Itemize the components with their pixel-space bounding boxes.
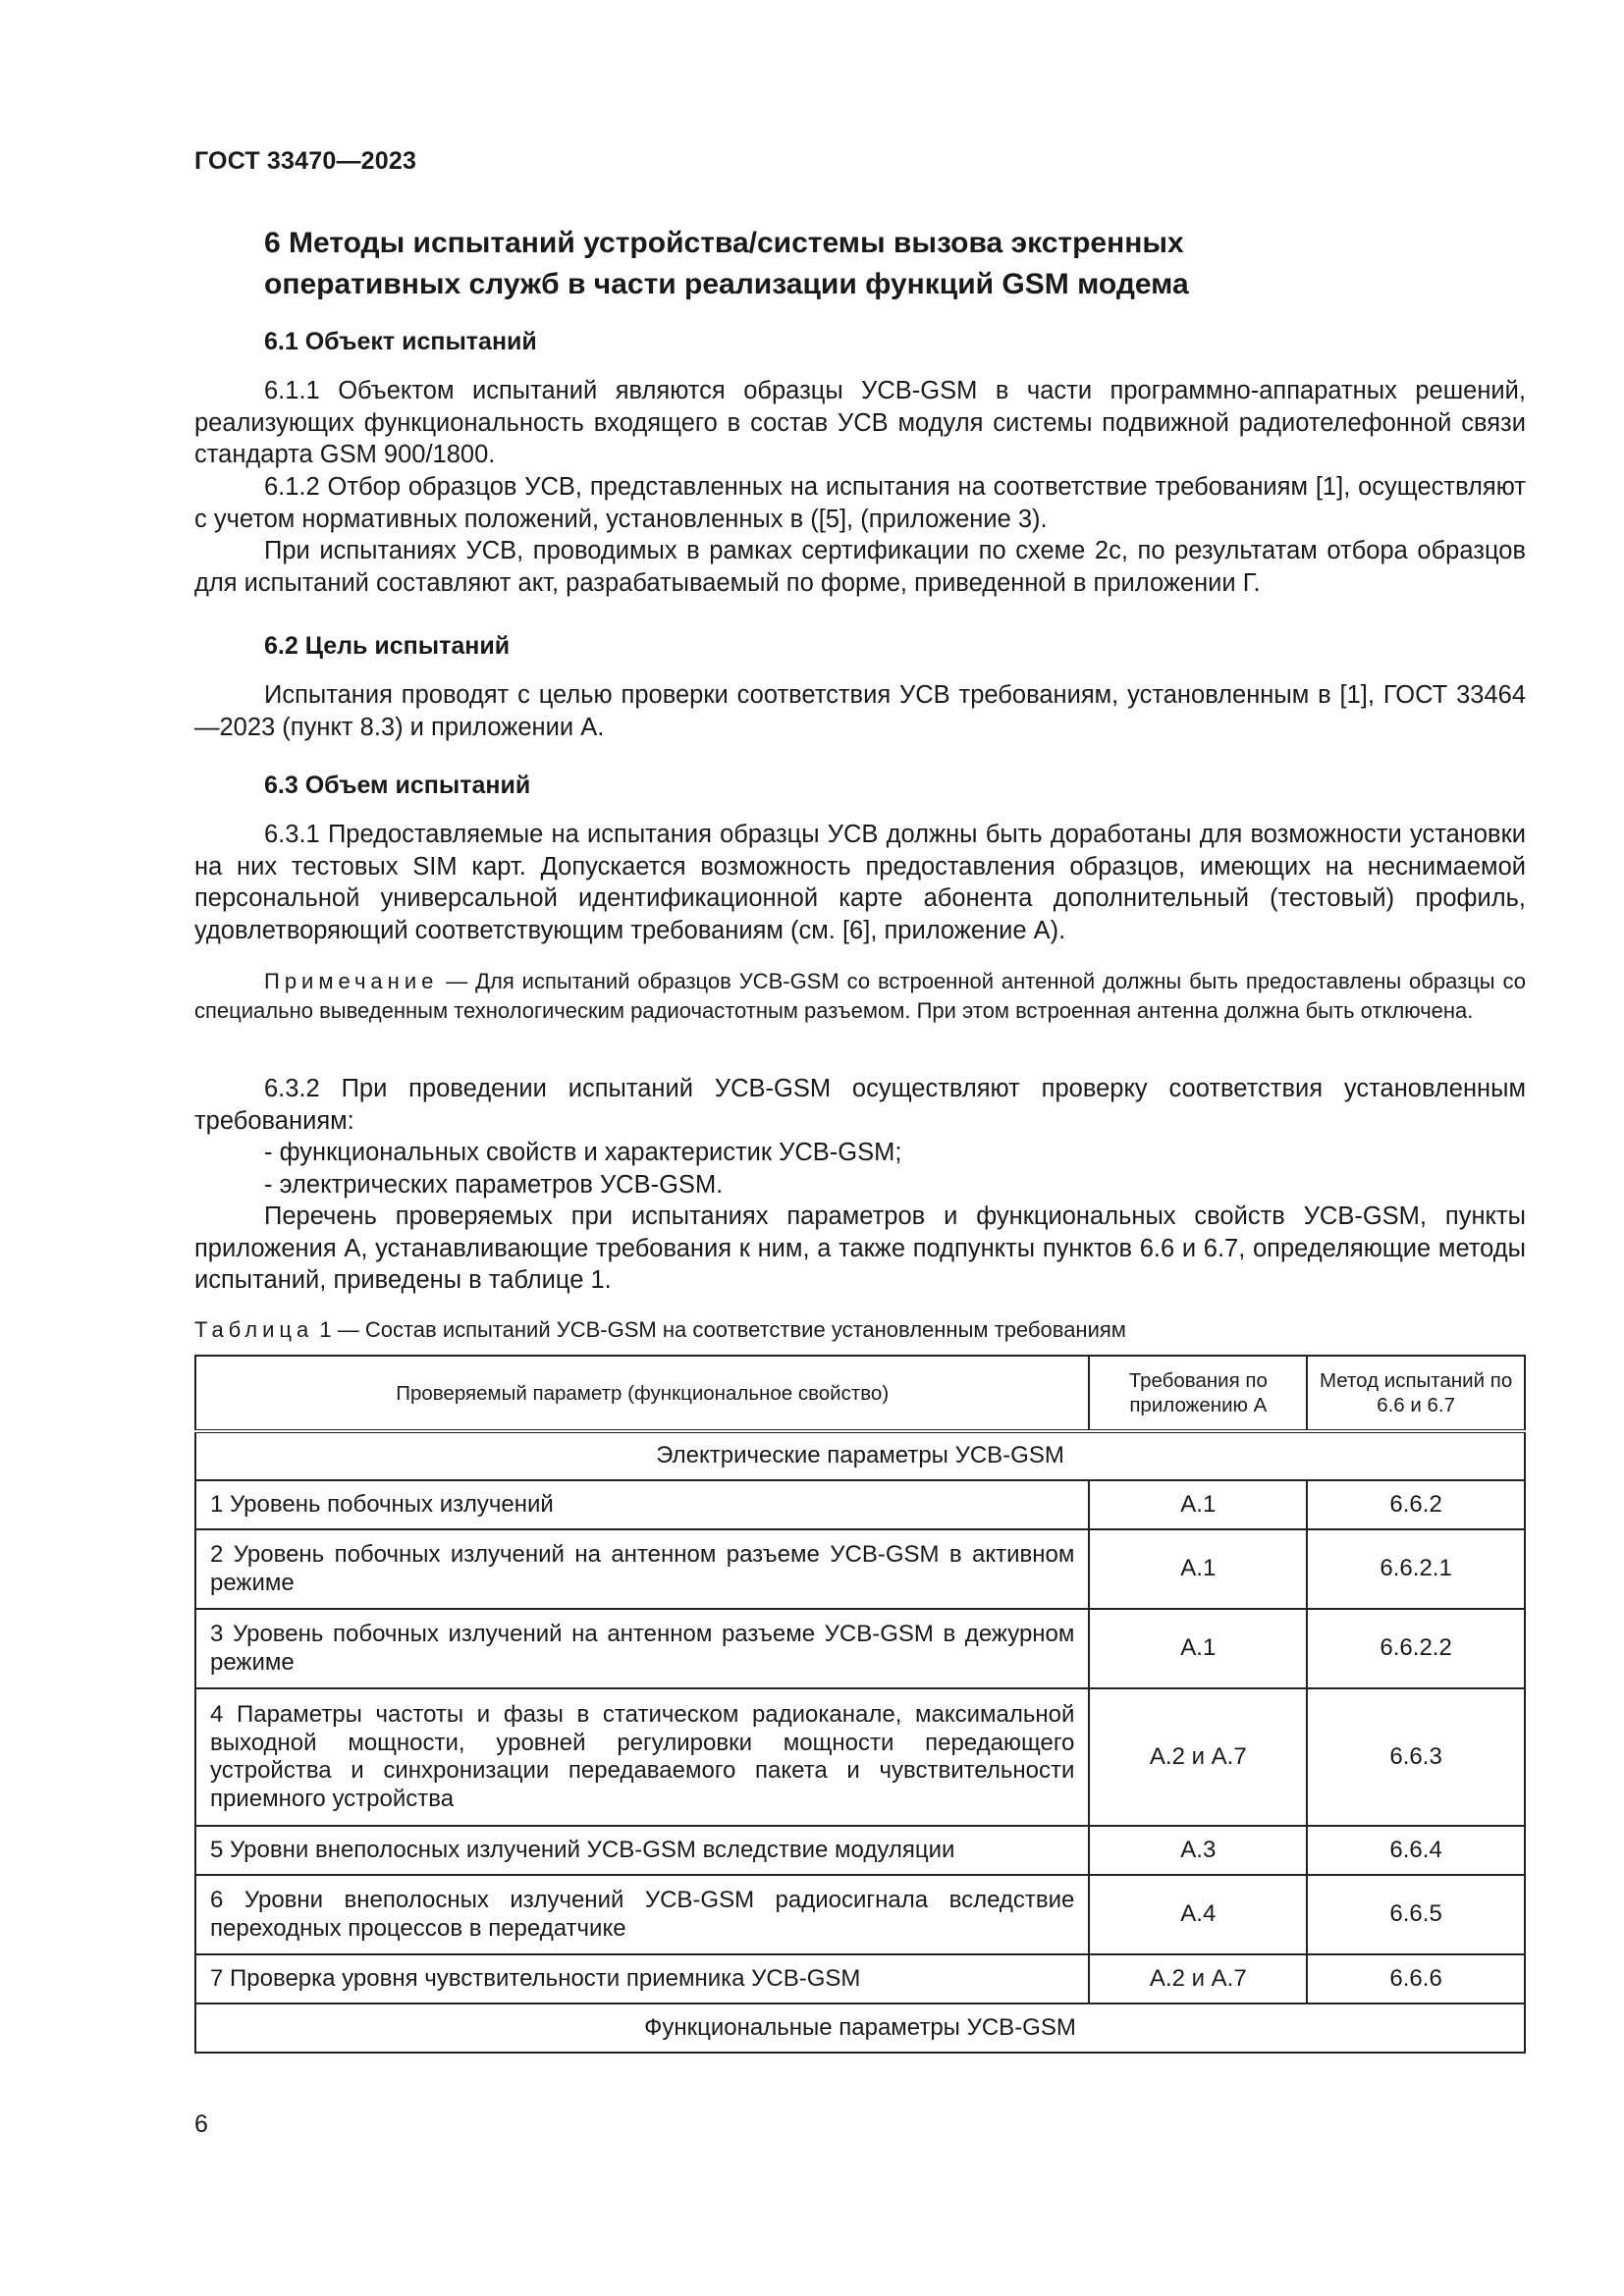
cell-requirement: А.4 [1089, 1875, 1307, 1954]
cell-method: 6.6.3 [1307, 1688, 1525, 1826]
paragraph-table-intro: Перечень проверяемых при испытаниях параметров и функциональных свойств УСВ-GSM, пункты приложения А, устанавливающие требования к ним, а также подпункты пунктов 6.6 и 6.7, определяющие методы испытаний, приведены в таблице 1. [194, 1202, 1526, 1294]
cell-method: 6.6.2 [1307, 1480, 1525, 1529]
table-row [195, 1529, 1525, 1609]
table-group-row [195, 2003, 1525, 2053]
subsection-title-6-2: 6.2 Цель испытаний [264, 632, 511, 660]
cell-requirement: А.2 и А.7 [1089, 1688, 1307, 1826]
page-number: 6 [194, 2110, 208, 2138]
table-row [195, 1609, 1525, 1688]
cell-requirement: А.3 [1089, 1826, 1307, 1875]
cell-parameter: 2 Уровень побочных излучений на антенном разъеме УСВ-GSM в активном режиме [195, 1529, 1089, 1609]
paragraph-6-1-1: 6.1.1 Объектом испытаний являются образцы УСВ-GSM в части программно-аппаратных решений, реализующих функциональность входящего в состав УСВ модуля системы подвижной радиотелефонной связи стандарта GSM 900/1800. [194, 377, 1526, 468]
table-caption [194, 1317, 1126, 1343]
table-row [195, 1688, 1525, 1826]
table-group-row [195, 1431, 1525, 1480]
note-text: — Для испытаний образцов УСВ-GSM со встроенной антенной должны быть предоставлены образцы со специально выведенным технологическим радиочастотным разъемом. При этом встроенная антенна должна быть отключена. [194, 969, 1526, 1023]
table-caption-label: Таблица [194, 1317, 314, 1342]
list-item: - электрических параметров УСВ-GSM. [264, 1171, 724, 1199]
cell-requirement: А.1 [1089, 1480, 1307, 1529]
subsection-title-6-3: 6.3 Объем испытаний [264, 772, 531, 799]
cell-requirement: А.2 и А.7 [1089, 1954, 1307, 2003]
cell-parameter: 5 Уровни внеполосных излучений УСВ-GSM вследствие модуляции [195, 1826, 1089, 1875]
header-parameter: Проверяемый параметр (функциональное свойство) [195, 1356, 1089, 1431]
table-row [195, 1954, 1525, 2003]
cell-method: 6.6.6 [1307, 1954, 1525, 2003]
note-label: Примечание [264, 969, 439, 993]
cell-parameter: 3 Уровень побочных излучений на антенном разъеме УСВ-GSM в дежурном режиме [195, 1609, 1089, 1688]
list-item: - функциональных свойств и характеристик УСВ-GSM; [264, 1139, 902, 1166]
paragraph-6-3-1: 6.3.1 Предоставляемые на испытания образцы УСВ должны быть доработаны для возможности установки на них тестовых SIM карт. Допускается возможность предоставления образцов, имеющих на неснимаемой персональной универсальной идентификационной карте абонента дополнительный (тестовый) профиль, удовлетворяющий соответствующим требованиям (см. [6], приложение А). [194, 821, 1526, 944]
paragraph-6-1-2: 6.1.2 Отбор образцов УСВ, представленных на испытания на соответствие требованиям [1], осуществляют с учетом нормативных положений, установленных в ([5], (приложение 3). [194, 473, 1526, 533]
paragraph-6-3-2: 6.3.2 При проведении испытаний УСВ-GSM осуществляют проверку соответствия установленным требованиям: [194, 1075, 1526, 1135]
requirements-table [194, 1355, 1526, 2054]
table-row [195, 1826, 1525, 1875]
section-title-line-2: оперативных служб в части реализации функций GSM модема [264, 268, 1189, 300]
table-row [195, 1480, 1525, 1529]
table-caption-text: 1 — Состав испытаний УСВ-GSM на соответствие установленным требованиям [313, 1317, 1126, 1342]
cell-parameter: 4 Параметры частоты и фазы в статическом радиоканале, максимальной выходной мощности, уровней регулировки мощности передающего устройства и синхронизации передаваемого пакета и чувствительности приемного устройства [195, 1688, 1089, 1826]
section-title [264, 223, 1482, 305]
cell-method: 6.6.5 [1307, 1875, 1525, 1954]
header-requirements: Требования по приложению А [1089, 1356, 1307, 1431]
cell-requirement: А.1 [1089, 1609, 1307, 1688]
cell-parameter: 1 Уровень побочных излучений [195, 1480, 1089, 1529]
cell-requirement: А.1 [1089, 1529, 1307, 1609]
header-test-method: Метод испытаний по 6.6 и 6.7 [1307, 1356, 1525, 1431]
cell-parameter: 6 Уровни внеполосных излучений УСВ-GSM радиосигнала вследствие переходных процессов в передатчике [195, 1875, 1089, 1954]
cell-method: 6.6.2.2 [1307, 1609, 1525, 1688]
group-functional: Функциональные параметры УСВ-GSM [195, 2003, 1525, 2053]
document-code: ГОСТ 33470—2023 [194, 147, 417, 175]
paragraph-6-1-note: При испытаниях УСВ, проводимых в рамках сертификации по схеме 2с, по результатам отбора образцов для испытаний составляют акт, разрабатываемый по форме, приведенной в приложении Г. [194, 537, 1526, 597]
cell-parameter: 7 Проверка уровня чувствительности приемника УСВ-GSM [195, 1954, 1089, 2003]
table-header-row [195, 1356, 1525, 1431]
paragraph-6-2: Испытания проводят с целью проверки соответствия УСВ требованиям, установленным в [1], ГОСТ 33464—2023 (пункт 8.3) и приложении А. [194, 681, 1526, 741]
group-electrical: Электрические параметры УСВ-GSM [195, 1431, 1525, 1480]
table-row [195, 1875, 1525, 1954]
note [194, 967, 1526, 1025]
subsection-title-6-1: 6.1 Объект испытаний [264, 328, 537, 355]
section-title-line-1: 6 Методы испытаний устройства/системы вызова экстренных [264, 227, 1184, 259]
cell-method: 6.6.2.1 [1307, 1529, 1525, 1609]
cell-method: 6.6.4 [1307, 1826, 1525, 1875]
